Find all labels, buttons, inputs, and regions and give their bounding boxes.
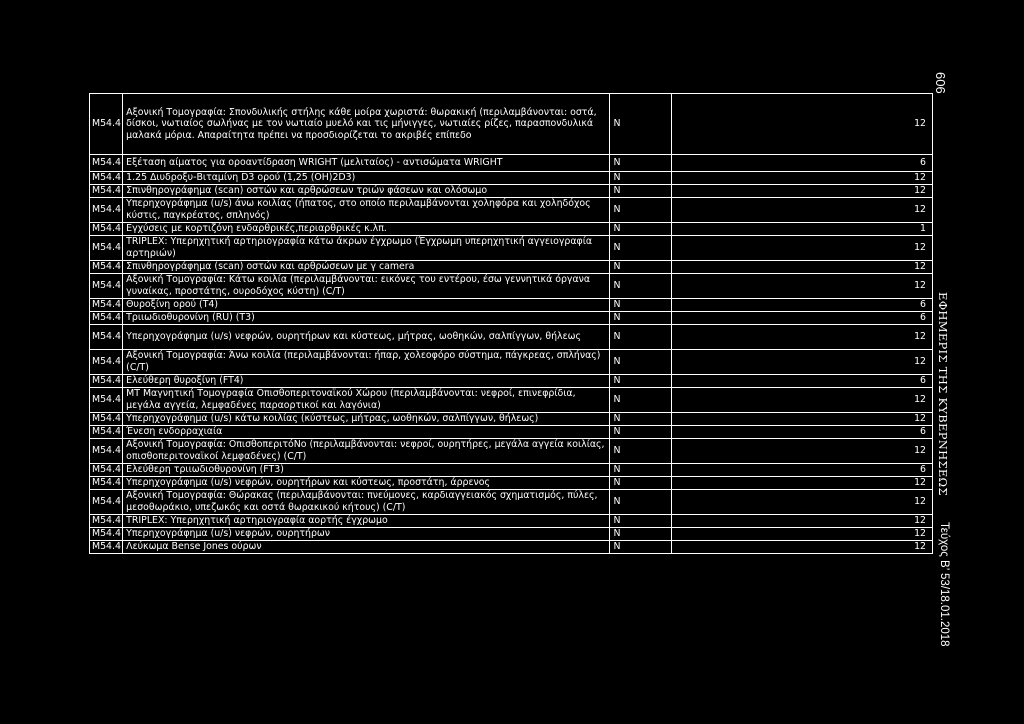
row-code-cell: M54.4 xyxy=(90,375,123,388)
row-description-cell: Αξονική Τομογραφία: Κάτω κοιλία (περιλαμβάνονται: εικόνες του εντέρου, έσω γεννητικά όργανα γυναίκας, προστάτης, ουροδόχος κύστη) (C/T) xyxy=(123,274,610,299)
row-value-cell: 6 xyxy=(671,426,932,439)
row-description-cell: Εγχύσεις με κορτιζόνη ενδαρθρικές,περιαρθρικές κ.λπ. xyxy=(123,223,610,236)
row-description-cell: Σπινθηρογράφημα (scan) οστών και αρθρώσεων με γ camera xyxy=(123,261,610,274)
row-value-cell: 6 xyxy=(671,155,932,172)
row-flag-cell: N xyxy=(610,172,671,185)
row-flag-cell: N xyxy=(610,477,671,490)
row-code-cell: M54.4 xyxy=(90,464,123,477)
row-value-cell: 6 xyxy=(671,299,932,312)
row-code-cell: M54.4 xyxy=(90,94,123,155)
table-row xyxy=(90,426,933,439)
row-flag-cell: N xyxy=(610,94,671,155)
row-value-cell: 6 xyxy=(671,464,932,477)
row-value-cell: 12 xyxy=(671,477,932,490)
row-value-cell: 12 xyxy=(671,439,932,464)
row-flag-cell: N xyxy=(610,198,671,223)
row-value-cell: 6 xyxy=(671,312,932,325)
row-description-cell: 1.25 Διυδροξυ-Βιταμίνη D3 ορού (1,25 (OH)2D3) xyxy=(123,172,610,185)
row-code-cell: M54.4 xyxy=(90,439,123,464)
gazette-title: ΕΦΗΜΕΡΙΣ ΤΗΣ ΚΥΒΕΡΝΗΣΕΩΣ xyxy=(936,292,950,496)
row-description-cell: Ένεση ενδορραχιαία xyxy=(123,426,610,439)
table-row xyxy=(90,172,933,185)
row-value-cell: 12 xyxy=(671,198,932,223)
row-value-cell: 12 xyxy=(671,172,932,185)
table-row xyxy=(90,515,933,528)
procedures-table xyxy=(89,93,933,554)
row-flag-cell: N xyxy=(610,274,671,299)
row-description-cell: Υπερηχογράφημα (u/s) νεφρών, ουρητήρων και κύστεως, προστάτη, άρρενος xyxy=(123,477,610,490)
row-value-cell: 12 xyxy=(671,388,932,413)
row-code-cell: M54.4 xyxy=(90,274,123,299)
table-row xyxy=(90,274,933,299)
row-code-cell: M54.4 xyxy=(90,541,123,554)
row-code-cell: M54.4 xyxy=(90,515,123,528)
row-flag-cell: N xyxy=(610,236,671,261)
row-flag-cell: N xyxy=(610,312,671,325)
row-flag-cell: N xyxy=(610,439,671,464)
row-value-cell: 12 xyxy=(671,185,932,198)
issue-info: Τεύχος Β’ 53/18.01.2018 xyxy=(938,522,950,647)
row-flag-cell: N xyxy=(610,261,671,274)
row-code-cell: M54.4 xyxy=(90,299,123,312)
row-code-cell: M54.4 xyxy=(90,236,123,261)
row-flag-cell: N xyxy=(610,375,671,388)
row-value-cell: 12 xyxy=(671,236,932,261)
row-description-cell: Υπερηχογράφημα (u/s) νεφρών, ουρητήρων και κύστεως, μήτρας, ωοθηκών, σαλπίγγων, θήλεως xyxy=(123,325,610,350)
table-row xyxy=(90,223,933,236)
row-code-cell: M54.4 xyxy=(90,325,123,350)
row-flag-cell: N xyxy=(610,350,671,375)
row-flag-cell: N xyxy=(610,388,671,413)
row-value-cell: 12 xyxy=(671,490,932,515)
row-description-cell: Αξονική Τομογραφία: ΟπισθοπεριτόΝο (περιλαμβάνονται: νεφροί, ουρητήρες, μεγάλα αγγεία κοιλίας, οπισθοπεριτοναϊκοί λεμφαδένες) (C/T) xyxy=(123,439,610,464)
row-code-cell: M54.4 xyxy=(90,388,123,413)
row-code-cell: M54.4 xyxy=(90,223,123,236)
table-row xyxy=(90,312,933,325)
row-code-cell: M54.4 xyxy=(90,312,123,325)
table-row xyxy=(90,439,933,464)
row-value-cell: 12 xyxy=(671,413,932,426)
row-code-cell: M54.4 xyxy=(90,198,123,223)
row-flag-cell: N xyxy=(610,413,671,426)
row-flag-cell: N xyxy=(610,185,671,198)
row-value-cell: 12 xyxy=(671,94,932,155)
table-row xyxy=(90,388,933,413)
row-description-cell: Αξονική Τομογραφία: Σπονδυλικής στήλης κάθε μοίρα χωριστά: θωρακική (περιλαμβάνονται: οστά, δίσκοι, νωτιαίος σωλήνας με τον νωτιαίο μυελό και τις μήνιγγες, νωτιαίες ρίζες, παρασπονδυλικά μαλακά μόρια. Απαραίτητα πρέπει να προσδιορίζεται το ακριβές επίπεδο xyxy=(123,94,610,155)
row-description-cell: Ελεύθερη τριιωδιοθυρονίνη (FT3) xyxy=(123,464,610,477)
row-value-cell: 12 xyxy=(671,515,932,528)
row-flag-cell: N xyxy=(610,223,671,236)
table-row xyxy=(90,375,933,388)
row-value-cell: 1 xyxy=(671,223,932,236)
row-value-cell: 12 xyxy=(671,274,932,299)
row-description-cell: Σπινθηρογράφημα (scan) οστών και αρθρώσεων τριών φάσεων και ολόσωμο xyxy=(123,185,610,198)
row-description-cell: TRIPLEX: Υπερηχητική αρτηριογραφία αορτής έγχρωμο xyxy=(123,515,610,528)
table-row xyxy=(90,477,933,490)
row-code-cell: M54.4 xyxy=(90,172,123,185)
row-value-cell: 12 xyxy=(671,528,932,541)
row-code-cell: M54.4 xyxy=(90,490,123,515)
row-flag-cell: N xyxy=(610,515,671,528)
row-value-cell: 6 xyxy=(671,375,932,388)
row-description-cell: Θυροξίνη ορού (T4) xyxy=(123,299,610,312)
row-code-cell: M54.4 xyxy=(90,477,123,490)
table-row xyxy=(90,299,933,312)
row-description-cell: Υπερηχογράφημα (u/s) κάτω κοιλίας (κύστεως, μήτρας, ωοθηκών, σαλπίγγων, θήλεως) xyxy=(123,413,610,426)
row-flag-cell: N xyxy=(610,426,671,439)
table-row xyxy=(90,490,933,515)
row-flag-cell: N xyxy=(610,299,671,312)
row-code-cell: M54.4 xyxy=(90,185,123,198)
row-code-cell: M54.4 xyxy=(90,413,123,426)
page-number: 606 xyxy=(933,72,948,94)
row-description-cell: Υπερηχογράφημα (u/s) άνω κοιλίας (ήπατος, στο οποίο περιλαμβάνονται χοληφόρα και χοληδόχος κύστις, παγκρέατος, σπληνός) xyxy=(123,198,610,223)
row-description-cell: MT Μαγνητική Τομογραφία Οπισθοπεριτοναϊκού Χώρου (περιλαμβάνονται: νεφροί, επινεφρίδια, μεγάλα αγγεία, λεμφαδένες παραορτικοί και λαγόνια) xyxy=(123,388,610,413)
row-flag-cell: N xyxy=(610,528,671,541)
row-code-cell: M54.4 xyxy=(90,528,123,541)
row-description-cell: Ελεύθερη θυροξίνη (FT4) xyxy=(123,375,610,388)
table-body xyxy=(90,94,933,554)
table-row xyxy=(90,185,933,198)
table-row xyxy=(90,528,933,541)
table-row xyxy=(90,464,933,477)
table-row xyxy=(90,350,933,375)
row-description-cell: Αξονική Τομογραφία: Άνω κοιλία (περιλαμβάνονται: ήπαρ, χολεοφόρο σύστημα, πάγκρεας, σπλήνας) (C/T) xyxy=(123,350,610,375)
table-row xyxy=(90,236,933,261)
row-flag-cell: N xyxy=(610,464,671,477)
row-description-cell: Υπερηχογράφημα (u/s) νεφρών, ουρητήρων xyxy=(123,528,610,541)
table-row xyxy=(90,198,933,223)
row-code-cell: M54.4 xyxy=(90,350,123,375)
row-value-cell: 12 xyxy=(671,350,932,375)
row-description-cell: Λεύκωμα Bense Jones ούρων xyxy=(123,541,610,554)
row-value-cell: 12 xyxy=(671,261,932,274)
row-description-cell: Τριιωδιοθυρονίνη (RU) (T3) xyxy=(123,312,610,325)
row-flag-cell: N xyxy=(610,325,671,350)
row-description-cell: Εξέταση αίματος για οροαντίδραση WRIGHT (μελιταίος) - αντισώματα WRIGHT xyxy=(123,155,610,172)
table-row xyxy=(90,325,933,350)
table-row xyxy=(90,155,933,172)
row-flag-cell: N xyxy=(610,155,671,172)
row-description-cell: TRIPLEX: Υπερηχητική αρτηριογραφία κάτω άκρων έγχρωμο (Έγχρωμη υπερηχητική αγγειογραφία αρτηριών) xyxy=(123,236,610,261)
row-code-cell: M54.4 xyxy=(90,155,123,172)
row-flag-cell: N xyxy=(610,490,671,515)
row-code-cell: M54.4 xyxy=(90,261,123,274)
row-flag-cell: N xyxy=(610,541,671,554)
table-row xyxy=(90,541,933,554)
table-row xyxy=(90,94,933,155)
row-value-cell: 12 xyxy=(671,541,932,554)
row-description-cell: Αξονική Τομογραφία: Θώρακας (περιλαμβάνονται: πνεύμονες, καρδιαγγειακός σχηματισμός, πύλες, μεσοθωράκιο, υπεζωκός και οστά θωρακικού κήτους) (C/T) xyxy=(123,490,610,515)
table-row xyxy=(90,261,933,274)
row-value-cell: 12 xyxy=(671,325,932,350)
row-code-cell: M54.4 xyxy=(90,426,123,439)
table-row xyxy=(90,413,933,426)
